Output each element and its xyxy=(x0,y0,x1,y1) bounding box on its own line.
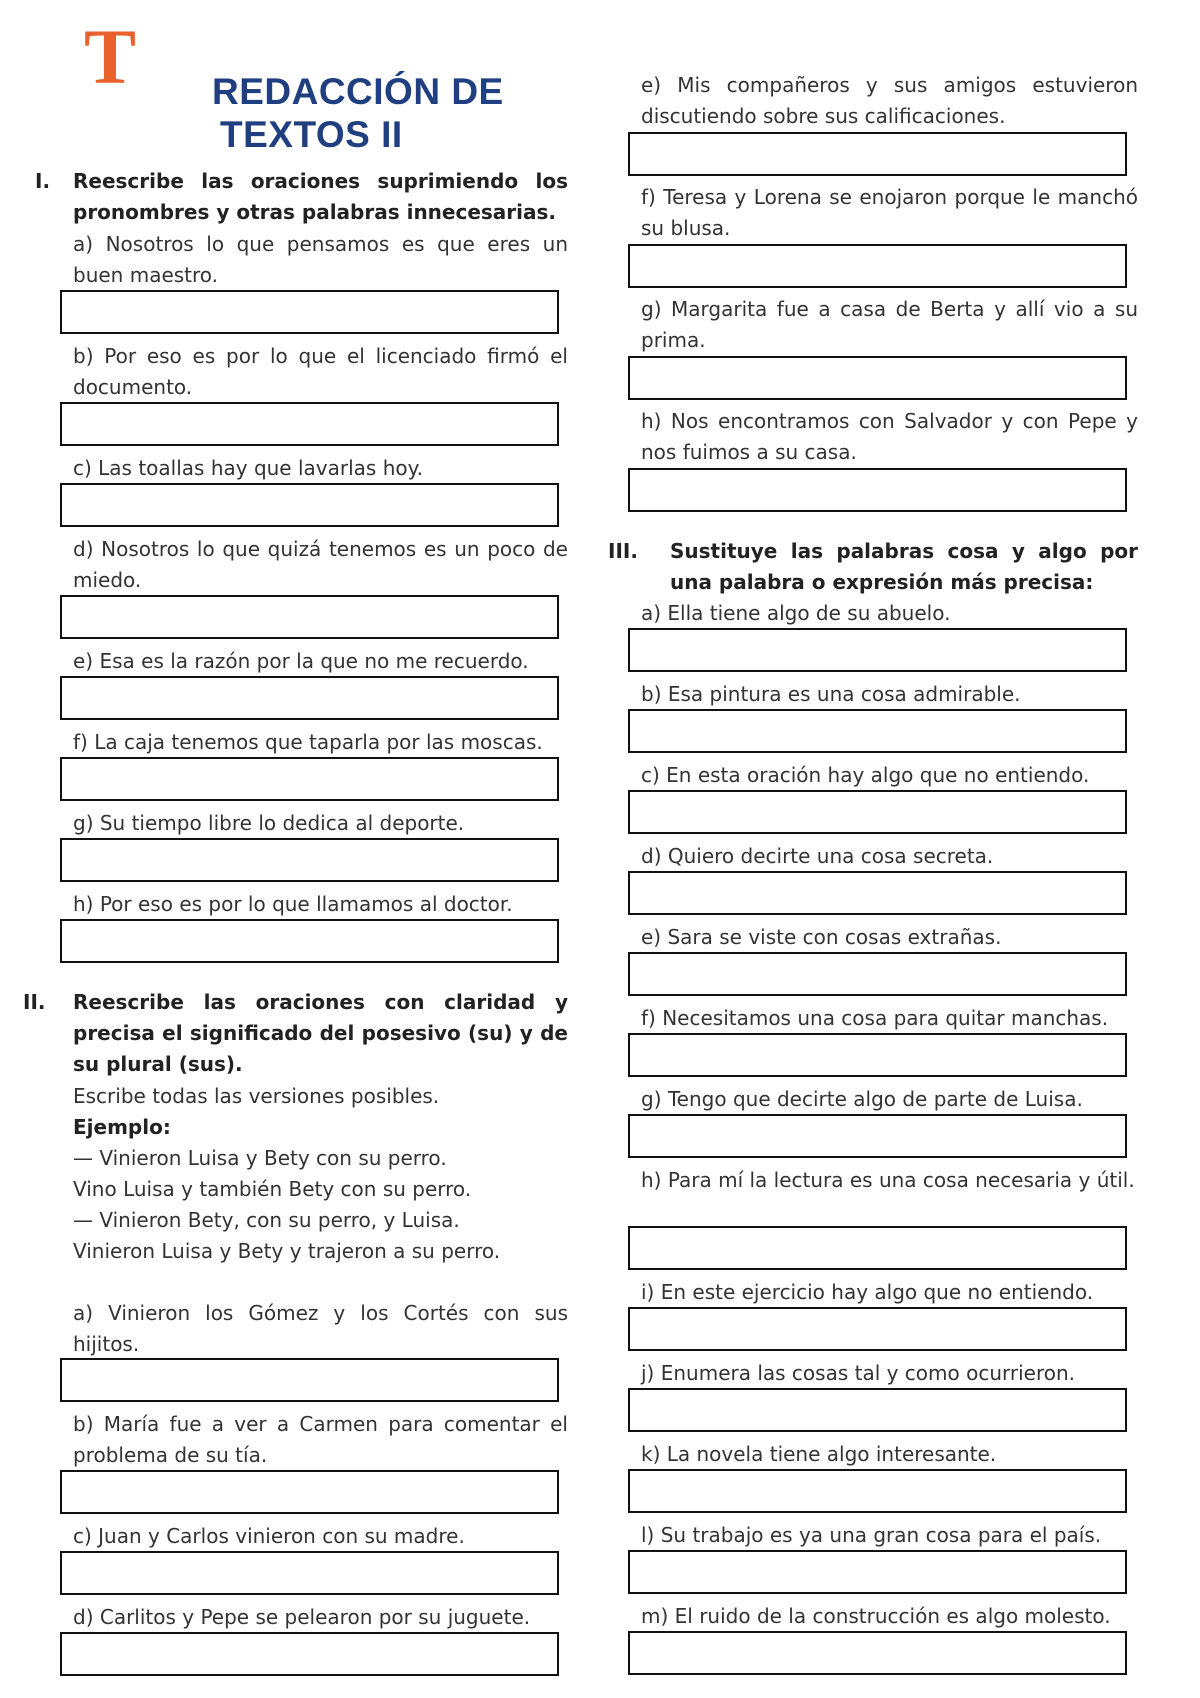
s2-item-c: c) Juan y Carlos vinieron con su madre. xyxy=(73,1524,465,1548)
s3-item-h: h) Para mí la lectura es una cosa necesaria y útil. xyxy=(641,1168,1135,1192)
s1-answer-box-c[interactable] xyxy=(60,483,559,527)
s1-item-g: g) Su tiempo libre lo dedica al deporte. xyxy=(73,811,465,835)
s3-item-i: i) En este ejercicio hay algo que no entiendo. xyxy=(641,1280,1094,1304)
s1-item-d: d) Nosotros lo que quizá tenemos es un poco de miedo. xyxy=(73,537,568,592)
s1-answer-box-b[interactable] xyxy=(60,402,559,446)
s2-instruction: Escribe todas las versiones posibles. xyxy=(73,1084,440,1108)
s3-answer-box-a[interactable] xyxy=(628,628,1127,672)
s1-answer-box-d[interactable] xyxy=(60,595,559,639)
s3-answer-box-m[interactable] xyxy=(628,1631,1127,1675)
s3-item-m: m) El ruido de la construcción es algo molesto. xyxy=(641,1604,1111,1628)
s2-answer-box-d[interactable] xyxy=(60,1632,559,1676)
s3-item-j: j) Enumera las cosas tal y como ocurrieron. xyxy=(641,1361,1076,1385)
s3-item-d: d) Quiero decirte una cosa secreta. xyxy=(641,844,994,868)
s3-item-f: f) Necesitamos una cosa para quitar manchas. xyxy=(641,1006,1109,1030)
s1-item-h: h) Por eso es por lo que llamamos al doctor. xyxy=(73,892,513,916)
s3-item-c: c) En esta oración hay algo que no entiendo. xyxy=(641,763,1090,787)
s2-answer-box-h[interactable] xyxy=(628,468,1127,512)
s3-item-k: k) La novela tiene algo interesante. xyxy=(641,1442,997,1466)
s2-example-line-1: — Vinieron Luisa y Bety con su perro. xyxy=(73,1146,447,1170)
s3-answer-box-j[interactable] xyxy=(628,1388,1127,1432)
s1-answer-box-e[interactable] xyxy=(60,676,559,720)
page-title-line-2: TEXTOS II xyxy=(220,114,403,155)
s2-answer-box-c[interactable] xyxy=(60,1551,559,1595)
s2-answer-box-g[interactable] xyxy=(628,356,1127,400)
s1-item-c: c) Las toallas hay que lavarlas hoy. xyxy=(73,456,423,480)
s2-answer-box-b[interactable] xyxy=(60,1470,559,1514)
section-3-heading-text: Sustituye las palabras cosa y algo por una palabra o expresión más precisa: xyxy=(670,539,1138,594)
s3-answer-box-i[interactable] xyxy=(628,1307,1127,1351)
s2-example-block xyxy=(73,1081,568,1267)
s3-answer-box-h[interactable] xyxy=(628,1226,1127,1270)
s2-example-line-4: Vinieron Luisa y Bety y trajeron a su perro. xyxy=(73,1239,501,1263)
s2-answer-box-a[interactable] xyxy=(60,1358,559,1402)
s2-example-line-3: — Vinieron Bety, con su perro, y Luisa. xyxy=(73,1208,460,1232)
section-1-number: I. xyxy=(35,169,51,193)
s2-answer-box-f[interactable] xyxy=(628,244,1127,288)
s1-item-a: a) Nosotros lo que pensamos es que eres un buen maestro. xyxy=(73,232,568,287)
s3-answer-box-b[interactable] xyxy=(628,709,1127,753)
s3-answer-box-k[interactable] xyxy=(628,1469,1127,1513)
s3-answer-box-g[interactable] xyxy=(628,1114,1127,1158)
section-2-heading xyxy=(23,987,568,1080)
s3-item-g: g) Tengo que decirte algo de parte de Luisa. xyxy=(641,1087,1083,1111)
s2-item-a: a) Vinieron los Gómez y los Cortés con sus hijitos. xyxy=(73,1301,568,1356)
s2-answer-box-e[interactable] xyxy=(628,132,1127,176)
page-title xyxy=(212,70,504,156)
s2-item-h: h) Nos encontramos con Salvador y con Pepe y nos fuimos a su casa. xyxy=(641,409,1138,464)
section-3-number: III. xyxy=(608,539,638,563)
s2-example-label: Ejemplo: xyxy=(73,1115,171,1139)
s1-item-b: b) Por eso es por lo que el licenciado firmó el documento. xyxy=(73,344,568,399)
s1-answer-box-h[interactable] xyxy=(60,919,559,963)
s1-answer-box-f[interactable] xyxy=(60,757,559,801)
s3-item-l: l) Su trabajo es ya una gran cosa para el país. xyxy=(641,1523,1102,1547)
s2-item-g: g) Margarita fue a casa de Berta y allí vio a su prima. xyxy=(641,297,1138,352)
s2-item-b: b) María fue a ver a Carmen para comentar el problema de su tía. xyxy=(73,1412,568,1467)
s3-answer-box-d[interactable] xyxy=(628,871,1127,915)
section-1-heading-text: Reescribe las oraciones suprimiendo los pronombres y otras palabras innecesarias. xyxy=(73,169,568,224)
s3-item-a: a) Ella tiene algo de su abuelo. xyxy=(641,601,951,625)
s3-answer-box-e[interactable] xyxy=(628,952,1127,996)
section-3-heading xyxy=(608,536,1138,598)
s1-answer-box-g[interactable] xyxy=(60,838,559,882)
s2-item-d: d) Carlitos y Pepe se pelearon por su juguete. xyxy=(73,1605,531,1629)
s1-answer-box-a[interactable] xyxy=(60,290,559,334)
section-2-heading-text: Reescribe las oraciones con claridad y precisa el significado del posesivo (su) y de su plural (sus). xyxy=(73,990,568,1076)
s2-example-line-2: Vino Luisa y también Bety con su perro. xyxy=(73,1177,472,1201)
s1-item-e: e) Esa es la razón por la que no me recuerdo. xyxy=(73,649,529,673)
section-1-heading xyxy=(35,166,568,228)
s3-item-e: e) Sara se viste con cosas extrañas. xyxy=(641,925,1002,949)
s1-item-f: f) La caja tenemos que taparla por las moscas. xyxy=(73,730,543,754)
s3-answer-box-c[interactable] xyxy=(628,790,1127,834)
page-title-line-1: REDACCIÓN DE xyxy=(212,71,504,112)
logo-mark: T xyxy=(84,13,137,100)
s3-answer-box-f[interactable] xyxy=(628,1033,1127,1077)
s3-answer-box-l[interactable] xyxy=(628,1550,1127,1594)
s3-item-b: b) Esa pintura es una cosa admirable. xyxy=(641,682,1021,706)
section-2-number: II. xyxy=(23,990,46,1014)
s2-item-f: f) Teresa y Lorena se enojaron porque le manchó su blusa. xyxy=(641,185,1138,240)
s2-item-e: e) Mis compañeros y sus amigos estuvieron discutiendo sobre sus calificaciones. xyxy=(641,73,1138,128)
